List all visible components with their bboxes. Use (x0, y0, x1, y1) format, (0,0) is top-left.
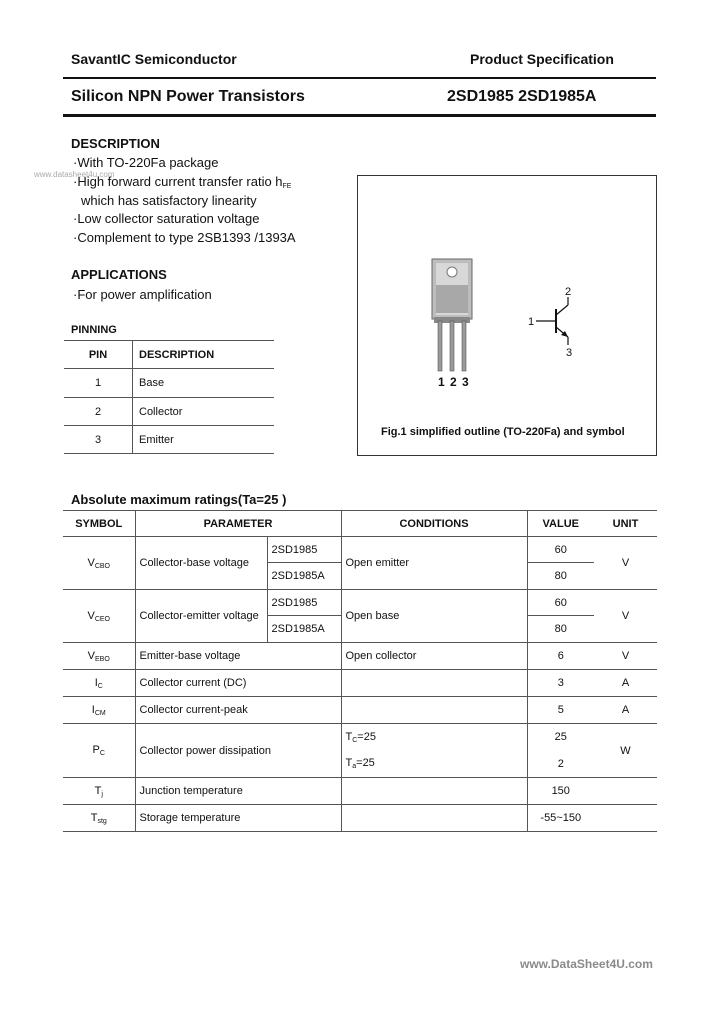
package-pin-labels: 1 2 3 (438, 375, 470, 389)
description-title: DESCRIPTION (71, 136, 160, 151)
symbol-cell: $V_{CEO}$ (63, 590, 135, 643)
table-row (63, 537, 657, 563)
application-item: ·For power amplification (73, 287, 212, 302)
parameter-cell: Collector current (DC) (135, 670, 341, 697)
to220-package-drawing (420, 255, 490, 375)
table-row (64, 398, 274, 426)
unit-cell: A (621, 677, 630, 689)
figure-box (357, 175, 657, 456)
conditions-cell (341, 670, 527, 697)
conditions-cell: $T_a=25$ (341, 751, 527, 778)
conditions-header: CONDITIONS (341, 511, 527, 537)
ratings-table (63, 510, 657, 832)
symbol-pin-1: 1 (528, 316, 535, 328)
unit-header: UNIT (612, 517, 639, 530)
part-cell: 2SD1985 (267, 537, 341, 563)
parameter-cell: Emitter-base voltage (135, 643, 341, 670)
unit-cell: W (594, 724, 657, 778)
product-type: Silicon NPN Power Transistors (71, 88, 305, 105)
symbol-pin-2: 2 (565, 286, 572, 298)
value-cell: 80 (527, 616, 594, 643)
part-cell: 2SD1985A (267, 616, 341, 643)
applications-title: APPLICATIONS (71, 267, 167, 282)
value-cell: 3 (557, 677, 564, 689)
table-row (63, 778, 657, 805)
table-row (63, 697, 657, 724)
pin-description: Base (139, 377, 165, 389)
conditions-cell: Open base (341, 590, 527, 643)
symbol-cell: $P_C$ (63, 724, 135, 778)
value-cell: 60 (527, 537, 594, 563)
symbol-cell: $V_{CBO}$ (63, 537, 135, 590)
header-rule-bottom (63, 114, 656, 117)
spec-label: Product Specification (470, 51, 614, 67)
pin-description: Emitter (139, 433, 174, 446)
parameter-cell: Collector power dissipation (135, 724, 341, 778)
value-header: VALUE (542, 517, 579, 530)
table-row (63, 805, 657, 832)
pin-number: 1 (64, 369, 133, 398)
value-cell: 150 (551, 785, 570, 797)
parameter-header: PARAMETER (135, 511, 341, 537)
pin-number: 3 (64, 426, 133, 454)
company-name: SavantIC Semiconductor (71, 51, 237, 67)
table-row (63, 724, 657, 751)
unit-cell: A (621, 704, 630, 716)
part-numbers: 2SD1985 2SD1985A (447, 88, 597, 105)
pinning-table (64, 340, 274, 454)
parameter-cell: Junction temperature (135, 778, 341, 805)
table-row (63, 643, 657, 670)
value-cell: 80 (527, 563, 594, 590)
unit-cell: V (594, 537, 657, 590)
symbol-pin-3: 3 (566, 347, 573, 359)
description-item: ·Complement to type 2SB1393 /1393A (73, 230, 296, 245)
conditions-cell: Open emitter (341, 537, 527, 590)
symbol-cell: $I_C$ (63, 670, 135, 697)
part-cell: 2SD1985 (267, 590, 341, 616)
conditions-cell (341, 697, 527, 724)
unit-cell (594, 805, 657, 832)
symbol-header: SYMBOL (63, 511, 135, 537)
table-row (64, 341, 274, 369)
parameter-cell: Collector current-peak (135, 697, 341, 724)
table-row (64, 426, 274, 454)
pin-number: 2 (64, 398, 133, 426)
table-row (64, 369, 274, 398)
symbol-cell: $T_{stg}$ (63, 805, 135, 832)
pinning-title: PINNING (71, 324, 117, 336)
table-row (63, 511, 657, 537)
value-cell: -55~150 (540, 812, 582, 824)
value-cell: 25 (554, 731, 567, 744)
pin-header: PIN (64, 341, 133, 369)
symbol-cell: $V_{EBO}$ (63, 643, 135, 670)
table-row (63, 670, 657, 697)
conditions-cell (341, 778, 527, 805)
part-cell: 2SD1985A (267, 563, 341, 590)
description-item: which has satisfactory linearity (81, 193, 257, 208)
description-item: ·Low collector saturation voltage (73, 211, 260, 226)
unit-cell (594, 778, 657, 805)
parameter-cell: Collector-base voltage (135, 537, 267, 590)
unit-cell: V (594, 590, 657, 643)
figure-caption: Fig.1 simplified outline (TO-220Fa) and symbol (381, 426, 625, 438)
conditions-cell (341, 805, 527, 832)
symbol-cell: $I_{CM}$ (63, 697, 135, 724)
symbol-cell: $T_j$ (63, 778, 135, 805)
conditions-cell: $T_C=25$ (341, 724, 527, 751)
parameter-cell: Storage temperature (135, 805, 341, 832)
parameter-cell: Collector-emitter voltage (135, 590, 267, 643)
pin-description: Collector (139, 405, 183, 418)
conditions-cell: Open collector (341, 643, 527, 670)
value-cell: 5 (557, 704, 564, 716)
desc-header: DESCRIPTION (139, 348, 215, 361)
side-watermark: www.datasheet4u.com (34, 170, 115, 179)
table-row (63, 590, 657, 616)
description-item: ·High forward current transfer ratio $h_{FE}$ (73, 174, 292, 190)
value-cell: 2 (557, 757, 564, 770)
description-item: ·With TO-220Fa package (73, 155, 219, 170)
unit-cell: V (621, 650, 630, 662)
value-cell: 6 (557, 650, 564, 662)
ratings-title: Absolute maximum ratings(Ta=25 ) (71, 492, 287, 507)
value-cell: 60 (527, 590, 594, 616)
footer-watermark: www.DataSheet4U.com (520, 957, 653, 971)
header-rule-top (63, 77, 656, 79)
